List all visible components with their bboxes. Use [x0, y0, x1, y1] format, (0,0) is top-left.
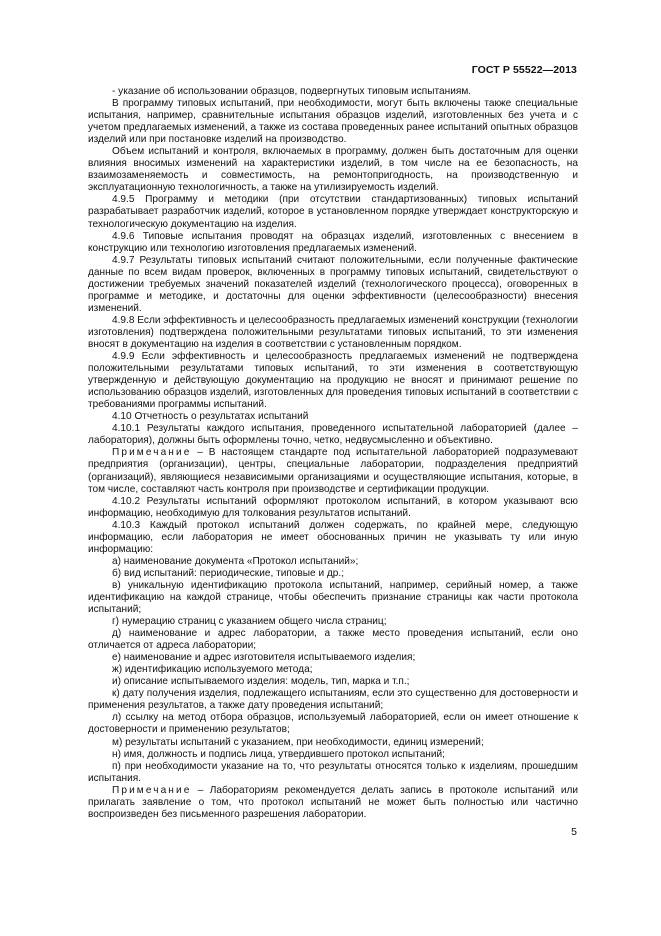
paragraph: 4.10.1 Результаты каждого испытания, проведенного испытательной лабораторией (далее – лаборатория), должны быть оформлены точно, четко, недвусмысленно и объективно. [88, 423, 578, 447]
paragraph: 4.9.9 Если эффективность и целесообразность предлагаемых изменений не подтверждена положительными результатами типовых испытаний, то эти изменения в соответствующую утвержденную и действующую документацию на продукцию не вносят и принимают решение по использованию образцов изделий, изготовленных для проведения типовых испытаний в соответствии с требованиями программы испытаний. [88, 351, 578, 411]
paragraph: 4.10.3 Каждый протокол испытаний должен содержать, по крайней мере, следующую информацию, если лаборатория не имеет обоснованных причин не указывать ту или иную информацию: [88, 519, 578, 555]
note-paragraph: Примечание – В настоящем стандарте под испытательной лабораторией подразумевают предприятия (организации), центры, специальные лаборатории, подразделения предприятий (организаций), являющиеся независимыми организациями и осуществляющие испытания, которые, в том числе, составляют часть контроля при производстве и сертификации продукции. [88, 447, 578, 495]
paragraph: 4.9.8 Если эффективность и целесообразность предлагаемых изменений конструкции (технологии изготовления) подтверждена положительными результатами типовых испытаний, то эти изменения вносят в документацию на изделия в соответствии с установленным порядком. [88, 314, 578, 350]
note-label: Примечание [112, 784, 192, 796]
paragraph: В программу типовых испытаний, при необходимости, могут быть включены также специальные испытания, например, сравнительные испытания образцов изделий, изготовленных без учета и с учетом предлагаемых изменений, а также из состава проведенных ранее испытаний опытных образцов изделий или при постановке изделий на производство. [88, 98, 578, 146]
list-item: и) описание испытываемого изделия: модель, тип, марка и т.п.; [112, 676, 410, 688]
list-item: б) вид испытаний: периодические, типовые и др.; [112, 567, 345, 579]
paragraph: 4.10.2 Результаты испытаний оформляют протоколом испытаний, в котором указывают всю информацию, необходимую для толкования результатов испытаний. [88, 495, 578, 519]
paragraph: 4.9.6 Типовые испытания проводят на образцах изделий, изготовленных с внесением в конструкцию или технологию изготовления предлагаемых изменений. [88, 230, 578, 254]
list-item: д) наименование и адрес лаборатории, а также место проведения испытаний, если оно отличается от адреса лаборатории; [88, 628, 578, 652]
note-label: Примечание [112, 447, 192, 459]
list-item: п) при необходимости указание на то, что результаты относятся только к изделиям, прошедшим испытания. [88, 760, 578, 784]
list-item: м) результаты испытаний с указанием, при необходимости, единиц измерений; [112, 736, 484, 748]
paragraph: 4.9.7 Результаты типовых испытаний считают положительными, если полученные фактические данные по всем видам проверок, включенных в программу типовых испытаний, свидетельствуют о достижении требуемых значений показателей изделий (технологического процесса), оговоренных в программе и методике, и достаточны для оценки эффективности (целесообразности) внесения изменений. [88, 254, 578, 314]
document-body [88, 86, 578, 821]
page-number: 5 [571, 826, 577, 838]
list-item: н) имя, должность и подпись лица, утвердившего протокол испытаний; [112, 748, 445, 760]
list-item: е) наименование и адрес изготовителя испытываемого изделия; [112, 652, 416, 664]
paragraph: - указание об использовании образцов, подвергнутых типовым испытаниям. [112, 86, 472, 97]
list-item: л) ссылку на метод отбора образцов, используемый лабораторией, если он имеет отношение к достоверности и применению результатов; [88, 712, 578, 736]
list-item: г) нумерацию страниц с указанием общего числа страниц; [112, 616, 387, 628]
paragraph: Объем испытаний и контроля, включаемых в программу, должен быть достаточным для оценки влияния вносимых изменений на характеристики изделий, в том числе на ее безопасность, на взаимозаменяемость и совместимость, на ремонтопригодность, на производственную и эксплуатационную технологичность, а также на утилизируемость изделий. [88, 146, 578, 194]
note-paragraph: Примечание – Лабораториям рекомендуется делать запись в протоколе испытаний или прилагать заявление о том, что протокол испытаний не может быть полностью или частично воспроизведен без письменного разрешения лаборатории. [88, 784, 578, 820]
section-heading: 4.10 Отчетность о результатах испытаний [112, 411, 309, 423]
list-item: к) дату получения изделия, подлежащего испытаниям, если это существенно для достоверности и применения результатов, а также дату проведения испытаний; [88, 688, 578, 712]
list-item: а) наименование документа «Протокол испытаний»; [112, 555, 359, 567]
standard-code-header: ГОСТ Р 55522—2013 [471, 64, 577, 76]
list-item: ж) идентификацию используемого метода; [112, 664, 313, 676]
list-item: в) уникальную идентификацию протокола испытаний, например, серийный номер, а также идентификацию на каждой странице, чтобы обеспечить признание страницы как части протокола испытаний; [88, 579, 578, 616]
paragraph: 4.9.5 Программу и методики (при отсутствии стандартизованных) типовых испытаний разрабатывает разработчик изделий, которое в установленном порядке утверждает конструкторскую и технологическую документацию на изделия. [88, 194, 578, 230]
